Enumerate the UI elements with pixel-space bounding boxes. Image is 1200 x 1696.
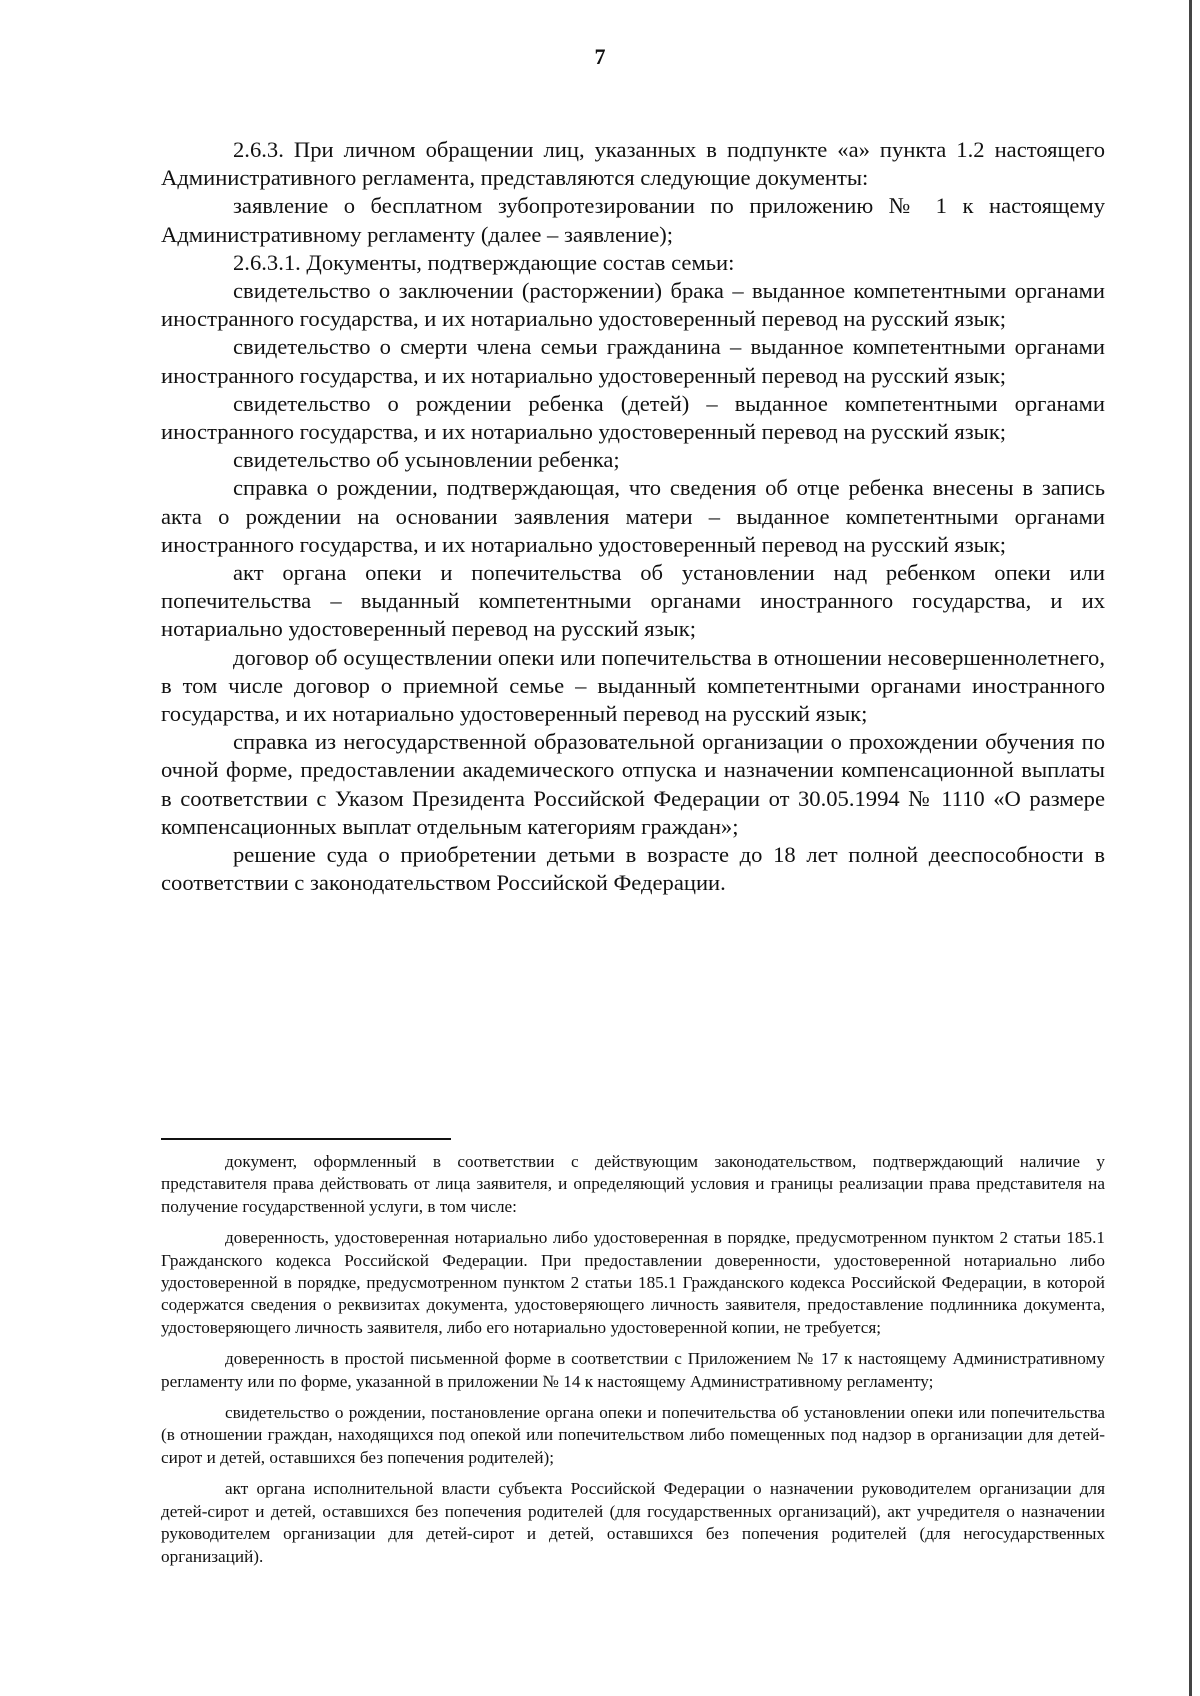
paragraph-birth-record-note: справка о рождении, подтверждающая, что сведения об отце ребенка внесены в запись акта о рождении на основании заявления матери – выданное компетентными органами иностранного государства, и их нотариально удостоверенный перевод на русский язык; — [161, 475, 1105, 557]
footnote-item: доверенность в простой письменной форме в соответствии с Приложением № 17 к настоящему Административному регламенту или по форме, указанной в приложении № 14 к настоящему Административному регламенту; — [161, 1349, 1105, 1391]
paragraph-guardianship-act: акт органа опеки и попечительства об установлении над ребенком опеки или попечительства – выданный компетентными органами иностранного государства, и их нотариально удостоверенный перевод на русский язык; — [161, 560, 1105, 642]
paragraph-court-decision: решение суда о приобретении детьми в возрасте до 18 лет полной дееспособности в соответствии с законодательством Российской Федерации. — [161, 842, 1105, 896]
paragraph-2-6-3-1: 2.6.3.1. Документы, подтверждающие состав семьи: — [233, 249, 735, 275]
paragraph-application: заявление о бесплатном зубопротезировании по приложению № 1 к настоящему Административному регламенту (далее – заявление); — [161, 193, 1105, 247]
main-text — [161, 136, 1105, 897]
paragraph-death-certificate: свидетельство о смерти члена семьи гражданина – выданное компетентными органами иностранного государства, и их нотариально удостоверенный перевод на русский язык; — [161, 334, 1105, 388]
footnote-item: документ, оформленный в соответствии с действующим законодательством, подтверждающий наличие у представителя права действовать от лица заявителя, и определяющий условия и границы реализации права представителя на получение государственной услуги, в том числе: — [161, 1152, 1105, 1216]
footnote-item: доверенность, удостоверенная нотариально либо удостоверенная в порядке, предусмотренном пунктом 2 статьи 185.1 Гражданского кодекса Российской Федерации. При предоставлении доверенности, удостоверенной нотариально либо удостоверенной в порядке, предусмотренном пунктом 2 статьи 185.1 Гражданского кодекса Российской Федерации, в которой содержатся сведения о реквизитах документа, удостоверяющего личность заявителя, предоставление подлинника документа, удостоверяющего личность заявителя, либо его нотариально удостоверенной копии, не требуется; — [161, 1228, 1105, 1337]
scan-page-edge — [1189, 0, 1192, 1696]
footnote-separator — [161, 1138, 451, 1140]
paragraph-guardianship-contract: договор об осуществлении опеки или попечительства в отношении несовершеннолетнего, в том числе договор о приемной семье – выданный компетентными органами иностранного государства, и их нотариально удостоверенный перевод на русский язык; — [161, 644, 1105, 727]
paragraph-birth-certificate: свидетельство о рождении ребенка (детей) – выданное компетентными органами иностранного государства, и их нотариально удостоверенный перевод на русский язык; — [161, 390, 1105, 445]
paragraph-adoption-certificate: свидетельство об усыновлении ребенка; — [233, 447, 620, 473]
paragraph-2-6-3: 2.6.3. При личном обращении лиц, указанных в подпункте «а» пункта 1.2 настоящего Административного регламента, представляются следующие документы: — [161, 137, 1105, 191]
footnotes — [161, 1151, 1105, 1577]
footnote-item: свидетельство о рождении, постановление органа опеки и попечительства об установлении опеки или попечительства (в отношении граждан, находящихся под опекой или попечительством либо помещенных под надзор в организации для детей-сирот и детей, оставшихся без попечения родителей); — [161, 1403, 1105, 1467]
paragraph-marriage-certificate: свидетельство о заключении (расторжении) брака – выданное компетентными органами иностранного государства, и их нотариально удостоверенный перевод на русский язык; — [161, 278, 1105, 332]
page-number: 7 — [594, 44, 606, 69]
paragraph-education-certificate: справка из негосударственной образовательной организации о прохождении обучения по очной форме, предоставлении академического отпуска и назначении компенсационной выплаты в соответствии с Указом Президента Российской Федерации от 30.05.1994 № 1110 «О размере компенсационных выплат отдельным категориям граждан»; — [161, 729, 1105, 839]
footnote-item: акт органа исполнительной власти субъекта Российской Федерации о назначении руководителем организации для детей-сирот и детей, оставшихся без попечения родителей (для государственных организаций), акт учредителя о назначении руководителем организации для детей-сирот и детей, оставшихся без попечения родителей (для негосударственных организаций). — [161, 1479, 1105, 1566]
